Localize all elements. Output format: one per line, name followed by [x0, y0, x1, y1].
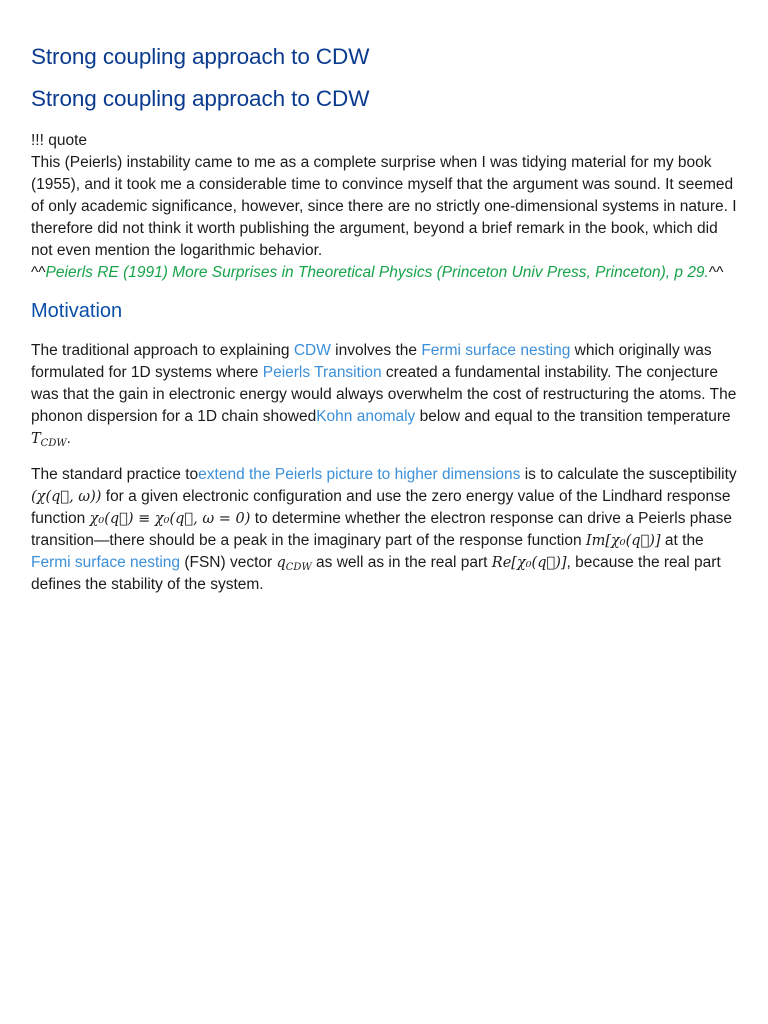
- link-extend-peierls[interactable]: extend the Peierls picture to higher dimensions: [198, 466, 521, 483]
- page-title: Strong coupling approach to CDW: [31, 44, 370, 69]
- link-fermi-surface-nesting[interactable]: Fermi surface nesting: [421, 342, 571, 359]
- math-subscript: CDW: [285, 562, 312, 573]
- math-symbol: q: [276, 555, 286, 571]
- para-text: The standard practice to: [31, 466, 199, 483]
- citation-suffix: ^^: [708, 264, 724, 281]
- para-text: .: [66, 430, 71, 447]
- quote-block: [31, 130, 739, 284]
- math-real-part: Re[χ₀(q⃗)]: [491, 555, 567, 571]
- math-lindhard: χ₀(q⃗) ≡ χ₀(q⃗, ω = 0): [89, 511, 251, 527]
- para-text: is to calculate the susceptibility: [520, 466, 737, 483]
- para-text: created a fundamental instability. The conjecture was that the gain in electronic energy would always overwhelm the cost of restructuring the atoms. The phonon dispersion for a 1D chain showed: [31, 364, 737, 425]
- quote-marker: !!! quote: [31, 132, 88, 149]
- link-kohn-anomaly[interactable]: Kohn anomaly: [316, 408, 416, 425]
- para-text: The traditional approach to explaining: [31, 342, 294, 359]
- quote-citation: Peierls RE (1991) More Surprises in Theoretical Physics (Princeton Univ Press, Princeton), p 29.: [45, 264, 709, 281]
- math-subscript: CDW: [40, 438, 67, 449]
- link-cdw[interactable]: CDW: [293, 342, 331, 359]
- link-fermi-surface-nesting-2[interactable]: Fermi surface nesting: [31, 554, 181, 571]
- para-text: for a given electronic configuration and use the zero energy value of the Lindhard response function: [31, 488, 731, 527]
- section-heading-motivation: Motivation: [31, 300, 123, 322]
- para-text: (FSN) vector: [180, 554, 277, 571]
- math-imaginary-part: Im[χ₀(q⃗)]: [585, 533, 661, 549]
- para-text: involves the: [330, 342, 422, 359]
- math-q-cdw: [276, 555, 311, 571]
- page-title-repeat: Strong coupling approach to CDW: [31, 86, 370, 111]
- math-symbol: T: [31, 431, 41, 447]
- para-text: which originally was formulated for 1D systems where: [31, 342, 712, 381]
- motivation-paragraph-1: [31, 340, 739, 450]
- para-text: at the: [660, 532, 704, 549]
- citation-prefix: ^^: [31, 264, 46, 281]
- quote-text: This (Peierls) instability came to me as a complete surprise when I was tidying material for my book (1955), and it took me a considerable time to convince myself that the argument was sound. It seemed of only academic significance, however, since there are no strictly one-dimensional systems in nature. I therefore did not think it worth publishing the argument, beyond a brief remark in the book, which did not even mention the logarithmic behavior.: [31, 154, 737, 259]
- math-susceptibility: (χ(q⃗, ω)): [31, 489, 102, 505]
- link-peierls-transition[interactable]: Peierls Transition: [262, 364, 382, 381]
- math-t-cdw: [31, 431, 67, 447]
- para-text: below and equal to the transition temperature: [415, 408, 731, 425]
- motivation-paragraph-2: [31, 464, 739, 596]
- para-text: to determine whether the electron response can drive a Peierls phase transition—there should be a peak in the imaginary part of the response function: [31, 510, 733, 549]
- para-text: , because the real part defines the stability of the system.: [31, 554, 721, 593]
- para-text: as well as in the real part: [311, 554, 492, 571]
